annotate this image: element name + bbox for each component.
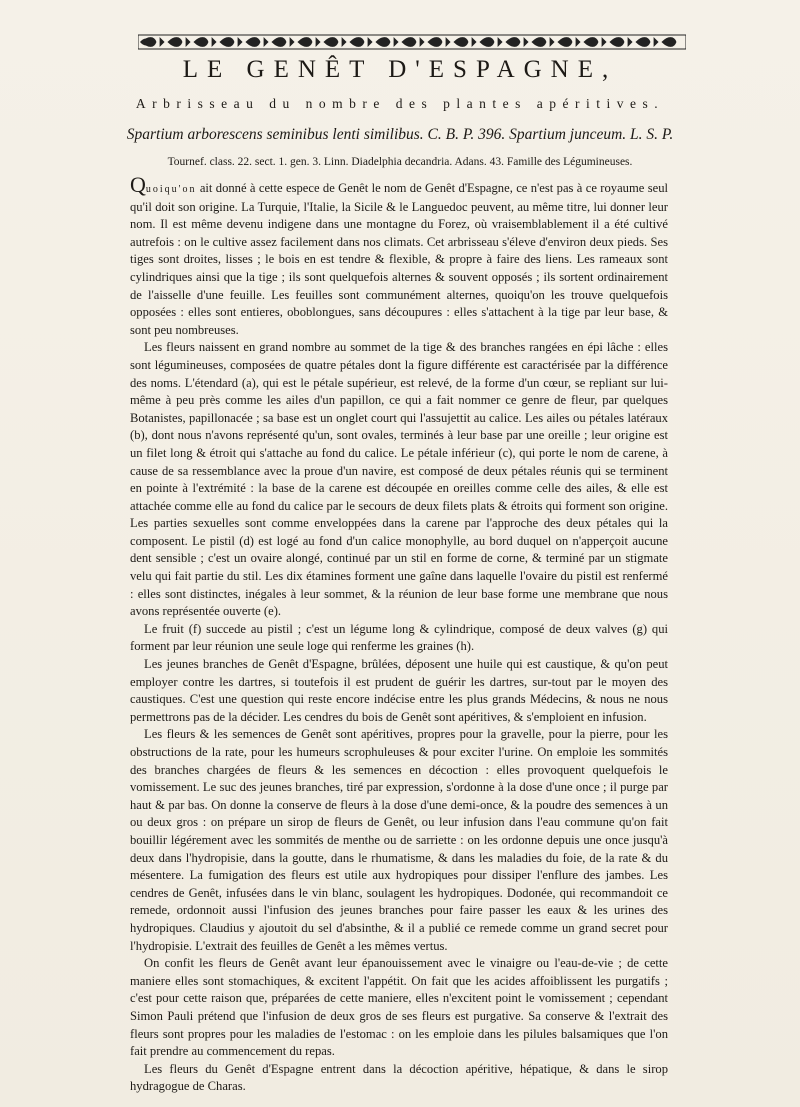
body-paragraph-6: On confit les fleurs de Genêt avant leur épanouissement avec le vinaigre ou l'eau-de-vie ; de cette maniere elles sont stomachiques, & excitent l'appétit. On fait que les acides affoiblissent les purgatifs ; c'est pour cette raison que, préparées de cette maniere, elles n'excitent point le vomissement ; cependant Simon Pauli prétend que l'infusion de deux gros de ses fleurs est purgative. Sa conserve & l'extrait des fleurs sont propres pour les maladies de l'estomac : on les emploie dans les pilules balsamiques que l'on fait prendre au commencement du repas. [130, 956, 668, 1059]
page-title: LE GENÊT D'ESPAGNE, [182, 56, 618, 83]
classification-line: Tournef. class. 22. sect. 1. gen. 3. Linn. Diadelphia decandria. Adans. 43. Famille des Légumineuses. [167, 156, 633, 168]
body-paragraph-2: Les fleurs naissent en grand nombre au sommet de la tige & des branches rangées en épi lâche : elles sont légumineuses, composées de quatre pétales dont la figure différente est caractérisée par la différence des noms. L'étendard (a), qui est le pétale supérieur, est relevé, de la forme d'un cœur, se repliant sur lui-même à peu près comme les ailes d'un papillon, ce qui a fait nommer ce genre de fleur, par quelques Botanistes, papillonacée ; sa base est un onglet court qui l'assujettit au calice. Les ailes ou pétales latéraux (b), dont nous n'avons représenté qu'un, sont ovales, terminés à leur base par une oreille ; leur origine est un filet long & étroit qui s'attache au fond du calice. Le pétale inférieur (c), qui porte le nom de carene, à cause de sa ressemblance avec la proue d'un navire, est composé de deux pétales réunis qui se terminent en pointe à l'extrémité : la base de la carene est découpée en oreilles comme celle des ailes, & elle est attachée comme elle au fond du calice par le secours de deux filets plats & étroits qui forment son origine. Les parties sexuelles sont comme enveloppées dans la carene par l'approche des deux pétales qui la composent. Le pistil (d) est logé au fond d'un calice monophylle, au bord duquel on n'apperçoit aucune dent sensible ; c'est un ovaire alongé, continué par un stil en forme de corne, & terminé par un stigmate velu qui fait partie du stil. Les dix étamines forment une gaîne dans laquelle l'ovaire du pistil est renfermé : elles sont distinctes, inégales à leur sommet, & la réunion de leur base forme une membrane que nous avons représentée ouverte (e). [130, 340, 668, 619]
body-paragraph-4: Les jeunes branches de Genêt d'Espagne, brûlées, déposent une huile qui est caustique, & qu'on peut employer contre les dartres, si toutefois il est prudent de guérir les dartres, sur-tout par le moyen des caustiques. C'est une question qui reste encore indécise entre les plus grands Médecins, & nous ne nous permettrons pas de la décider. Les cendres du bois de Genêt sont apéritives, & s'emploient en infusion. [130, 657, 668, 724]
page-subtitle: Arbrisseau du nombre des plantes apéritives. [135, 96, 665, 111]
decorative-border-ornament [138, 34, 686, 50]
document-body [130, 172, 668, 1096]
body-paragraph-5: Les fleurs & les semences de Genêt sont apéritives, propres pour la gravelle, pour la pierre, pour les obstructions de la rate, pour les humeurs scrophuleuses & pour exciter l'urine. On emploie les sommités des branches chargées de fleurs & les semences en décoction : elles provoquent quelquefois le vomissement. Le suc des jeunes branches, tiré par expression, s'ordonne à la dose d'une once ; il purge par haut & par bas. On donne la conserve de fleurs à la dose d'une demi-once, & la poudre des semences à un ou deux gros : on prépare un sirop de fleurs de Genêt, ou leur infusion dans l'eau commune qu'on fait bouillir légérement avec les sommités de menthe ou de sarriette : on les ordonne depuis une once jusqu'à deux dans l'hydropisie, dans la goutte, dans le rhumatisme, & dans les maladies du foie, de la rate & du mésentere. La fumigation des fleurs est utile aux hydropiques pour dissiper l'enflure des jambes. Les cendres de Genêt, infusées dans le vin blanc, soulagent les hydropiques. Dodonée, qui recommandoit ce remede, ordonnoit aussi l'infusion des jeunes branches pour faire passer les eaux & les urines des hydropiques. Claudius y ajoutoit du sel d'absinthe, & il a publié ce remede comme un grand secret pour l'hydropisie. L'extrait des feuilles de Genêt a les mêmes vertus. [130, 727, 668, 953]
body-paragraph-3: Le fruit (f) succede au pistil ; c'est un légume long & cylindrique, composé de deux valves (g) qui forment par leur réunion une seule loge qui renferme les graines (h). [130, 621, 668, 654]
drop-cap-continuation: uoiqu'on [145, 184, 197, 195]
body-paragraph-1: Quoiqu'on ait donné à cette espece de Genêt le nom de Genêt d'Espagne, ce n'est pas à ce royaume seul qu'il doit son origine. La Turquie, l'Italie, la Sicile & le Languedoc peuvent, au même titre, lui donner leur nom. Il est même devenu indigene dans une montagne du Forez, où vraisemblablement il a été cultivé autrefois : on le cultive assez facilement dans nos climats. Cet arbrisseau s'éleve d'environ deux pieds. Ses tiges sont droites, lisses ; le bois en est tendre & flexible, & propre à faire des liens. Les rameaux sont cylindriques ainsi que la tige ; ils sont quelquefois alternes & souvent opposés ; ils sortent ordinairement de l'aisselle d'une feuille. Les feuilles sont communément alternes, quoiqu'on les trouve quelquefois opposées : elles sont entieres, oboblongues, sans découpures : elles s'attachent à la tige par leur base, & sont peu nombreuses. [130, 172, 668, 337]
drop-cap: Q [130, 172, 146, 197]
body-paragraph-7: Les fleurs du Genêt d'Espagne entrent dans la décoction apéritive, hépatique, & dans le sirop hydragogue de Charas. [130, 1061, 668, 1094]
botanical-synonym: Spartium arborescens seminibus lenti similibus. C. B. P. 396. Spartium junceum. L. S. P. [126, 126, 674, 143]
